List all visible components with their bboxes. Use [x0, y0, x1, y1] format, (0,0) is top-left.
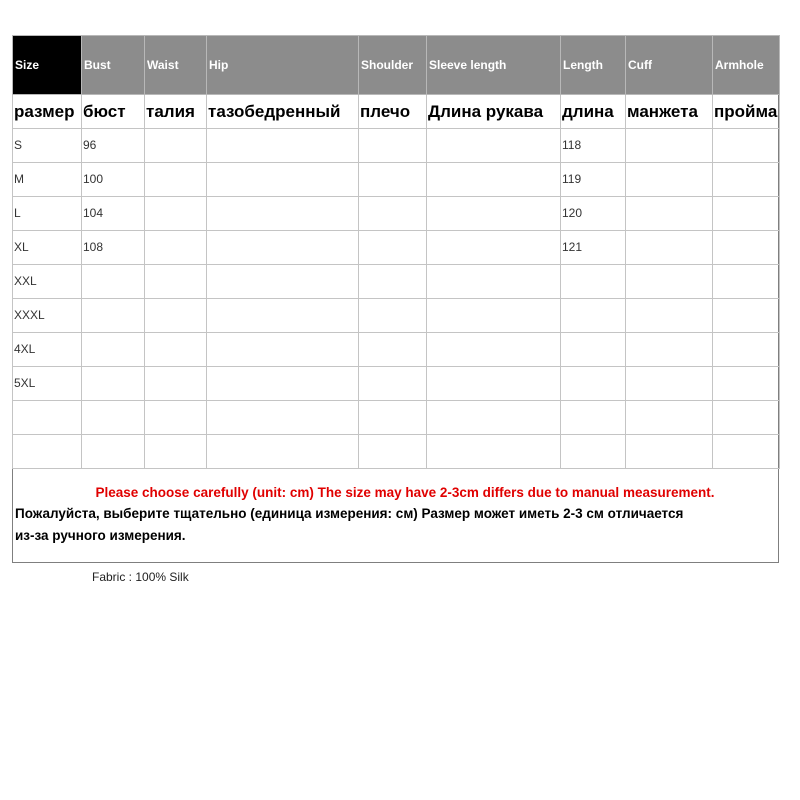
note-russian-line1: Пожалуйста, выберите тщательно (единица измерения: см) Размер может иметь 2-3 см отличается — [15, 506, 684, 521]
table-cell — [561, 435, 626, 469]
header-cell: Waist — [145, 36, 207, 95]
header-row-russian — [13, 95, 780, 129]
table-cell — [713, 265, 780, 299]
table-cell — [207, 435, 359, 469]
table-row — [13, 163, 780, 197]
note-russian-line2: из-за ручного измерения. — [15, 528, 186, 543]
header-row-english — [13, 36, 780, 95]
table-cell — [427, 367, 561, 401]
table-cell — [359, 163, 427, 197]
table-cell — [82, 299, 145, 333]
table-cell — [626, 333, 713, 367]
table-cell: 120 — [561, 197, 626, 231]
header-cell: Length — [561, 36, 626, 95]
table-cell — [713, 299, 780, 333]
header-cell-russian: пройма — [713, 95, 780, 129]
header-cell: Sleeve length — [427, 36, 561, 95]
table-cell — [13, 435, 82, 469]
fabric-label: Fabric : 100% Silk — [92, 570, 189, 584]
table-cell — [427, 401, 561, 435]
table-cell — [626, 265, 713, 299]
table-cell — [626, 129, 713, 163]
table-cell — [626, 299, 713, 333]
table-cell — [145, 265, 207, 299]
table-cell: M — [13, 163, 82, 197]
table-cell — [145, 367, 207, 401]
table-cell: XXL — [13, 265, 82, 299]
table-cell — [359, 333, 427, 367]
table-cell: 119 — [561, 163, 626, 197]
table-cell: XL — [13, 231, 82, 265]
table-cell — [207, 333, 359, 367]
table-cell — [359, 197, 427, 231]
table-cell — [427, 299, 561, 333]
table-cell — [13, 401, 82, 435]
table-cell — [713, 129, 780, 163]
table-cell — [427, 129, 561, 163]
table-row — [13, 231, 780, 265]
table-cell — [82, 265, 145, 299]
table-cell — [145, 299, 207, 333]
table-cell — [207, 197, 359, 231]
table-cell: L — [13, 197, 82, 231]
table-cell — [359, 299, 427, 333]
header-cell-russian: талия — [145, 95, 207, 129]
note-english: Please choose carefully (unit: cm) The size may have 2-3cm differs due to manual measurement. — [95, 485, 715, 500]
table-cell — [82, 435, 145, 469]
table-cell — [207, 299, 359, 333]
table-row — [13, 197, 780, 231]
table-cell: 121 — [561, 231, 626, 265]
table-cell — [427, 197, 561, 231]
header-cell-russian: размер — [13, 95, 82, 129]
header-cell-russian: Длина рукава — [427, 95, 561, 129]
table-cell — [626, 367, 713, 401]
table-cell — [427, 435, 561, 469]
table-row — [13, 299, 780, 333]
table-cell: 118 — [561, 129, 626, 163]
table-cell — [713, 401, 780, 435]
table-cell — [713, 231, 780, 265]
table-cell — [359, 265, 427, 299]
table-cell — [145, 401, 207, 435]
table-cell — [626, 435, 713, 469]
table-cell — [359, 401, 427, 435]
table-cell — [145, 129, 207, 163]
table-cell — [427, 333, 561, 367]
header-cell: Bust — [82, 36, 145, 95]
table-cell — [359, 435, 427, 469]
table-cell: 100 — [82, 163, 145, 197]
table-cell — [82, 367, 145, 401]
table-cell — [145, 231, 207, 265]
header-cell-russian: плечо — [359, 95, 427, 129]
table-cell — [626, 401, 713, 435]
table-cell — [713, 333, 780, 367]
table-cell — [359, 129, 427, 163]
table-cell — [207, 129, 359, 163]
header-cell-russian: длина — [561, 95, 626, 129]
table-cell — [145, 197, 207, 231]
table-cell — [713, 367, 780, 401]
table-cell — [427, 231, 561, 265]
table-row — [13, 401, 780, 435]
table-row — [13, 367, 780, 401]
measurement-note — [12, 468, 779, 563]
table-cell — [713, 163, 780, 197]
table-cell — [427, 163, 561, 197]
table-cell — [82, 333, 145, 367]
header-cell: Cuff — [626, 36, 713, 95]
table-cell — [207, 265, 359, 299]
table-cell — [713, 197, 780, 231]
table-cell: S — [13, 129, 82, 163]
table-cell — [713, 435, 780, 469]
table-cell — [145, 333, 207, 367]
header-cell-russian: манжета — [626, 95, 713, 129]
table-row — [13, 129, 780, 163]
table-cell — [561, 333, 626, 367]
table-cell — [207, 367, 359, 401]
table-cell — [561, 401, 626, 435]
table-cell — [82, 401, 145, 435]
header-cell-russian: бюст — [82, 95, 145, 129]
header-cell-russian: тазобедренный — [207, 95, 359, 129]
header-cell: Armhole — [713, 36, 780, 95]
table-cell — [207, 231, 359, 265]
table-cell — [207, 163, 359, 197]
table-cell — [561, 265, 626, 299]
table-cell — [626, 197, 713, 231]
table-row — [13, 435, 780, 469]
table-cell — [427, 265, 561, 299]
table-cell — [561, 299, 626, 333]
table-row — [13, 265, 780, 299]
table-cell: 5XL — [13, 367, 82, 401]
table-cell: XXXL — [13, 299, 82, 333]
table-cell: 96 — [82, 129, 145, 163]
table-cell — [145, 435, 207, 469]
header-cell: Shoulder — [359, 36, 427, 95]
table-cell — [626, 163, 713, 197]
table-cell — [561, 367, 626, 401]
table-cell — [145, 163, 207, 197]
table-cell: 104 — [82, 197, 145, 231]
table-row — [13, 333, 780, 367]
table-cell: 108 — [82, 231, 145, 265]
table-cell — [359, 367, 427, 401]
table-cell: 4XL — [13, 333, 82, 367]
table-cell — [359, 231, 427, 265]
table-cell — [626, 231, 713, 265]
size-chart-table — [12, 35, 780, 469]
table-cell — [207, 401, 359, 435]
header-cell: Hip — [207, 36, 359, 95]
header-cell: Size — [13, 36, 82, 95]
